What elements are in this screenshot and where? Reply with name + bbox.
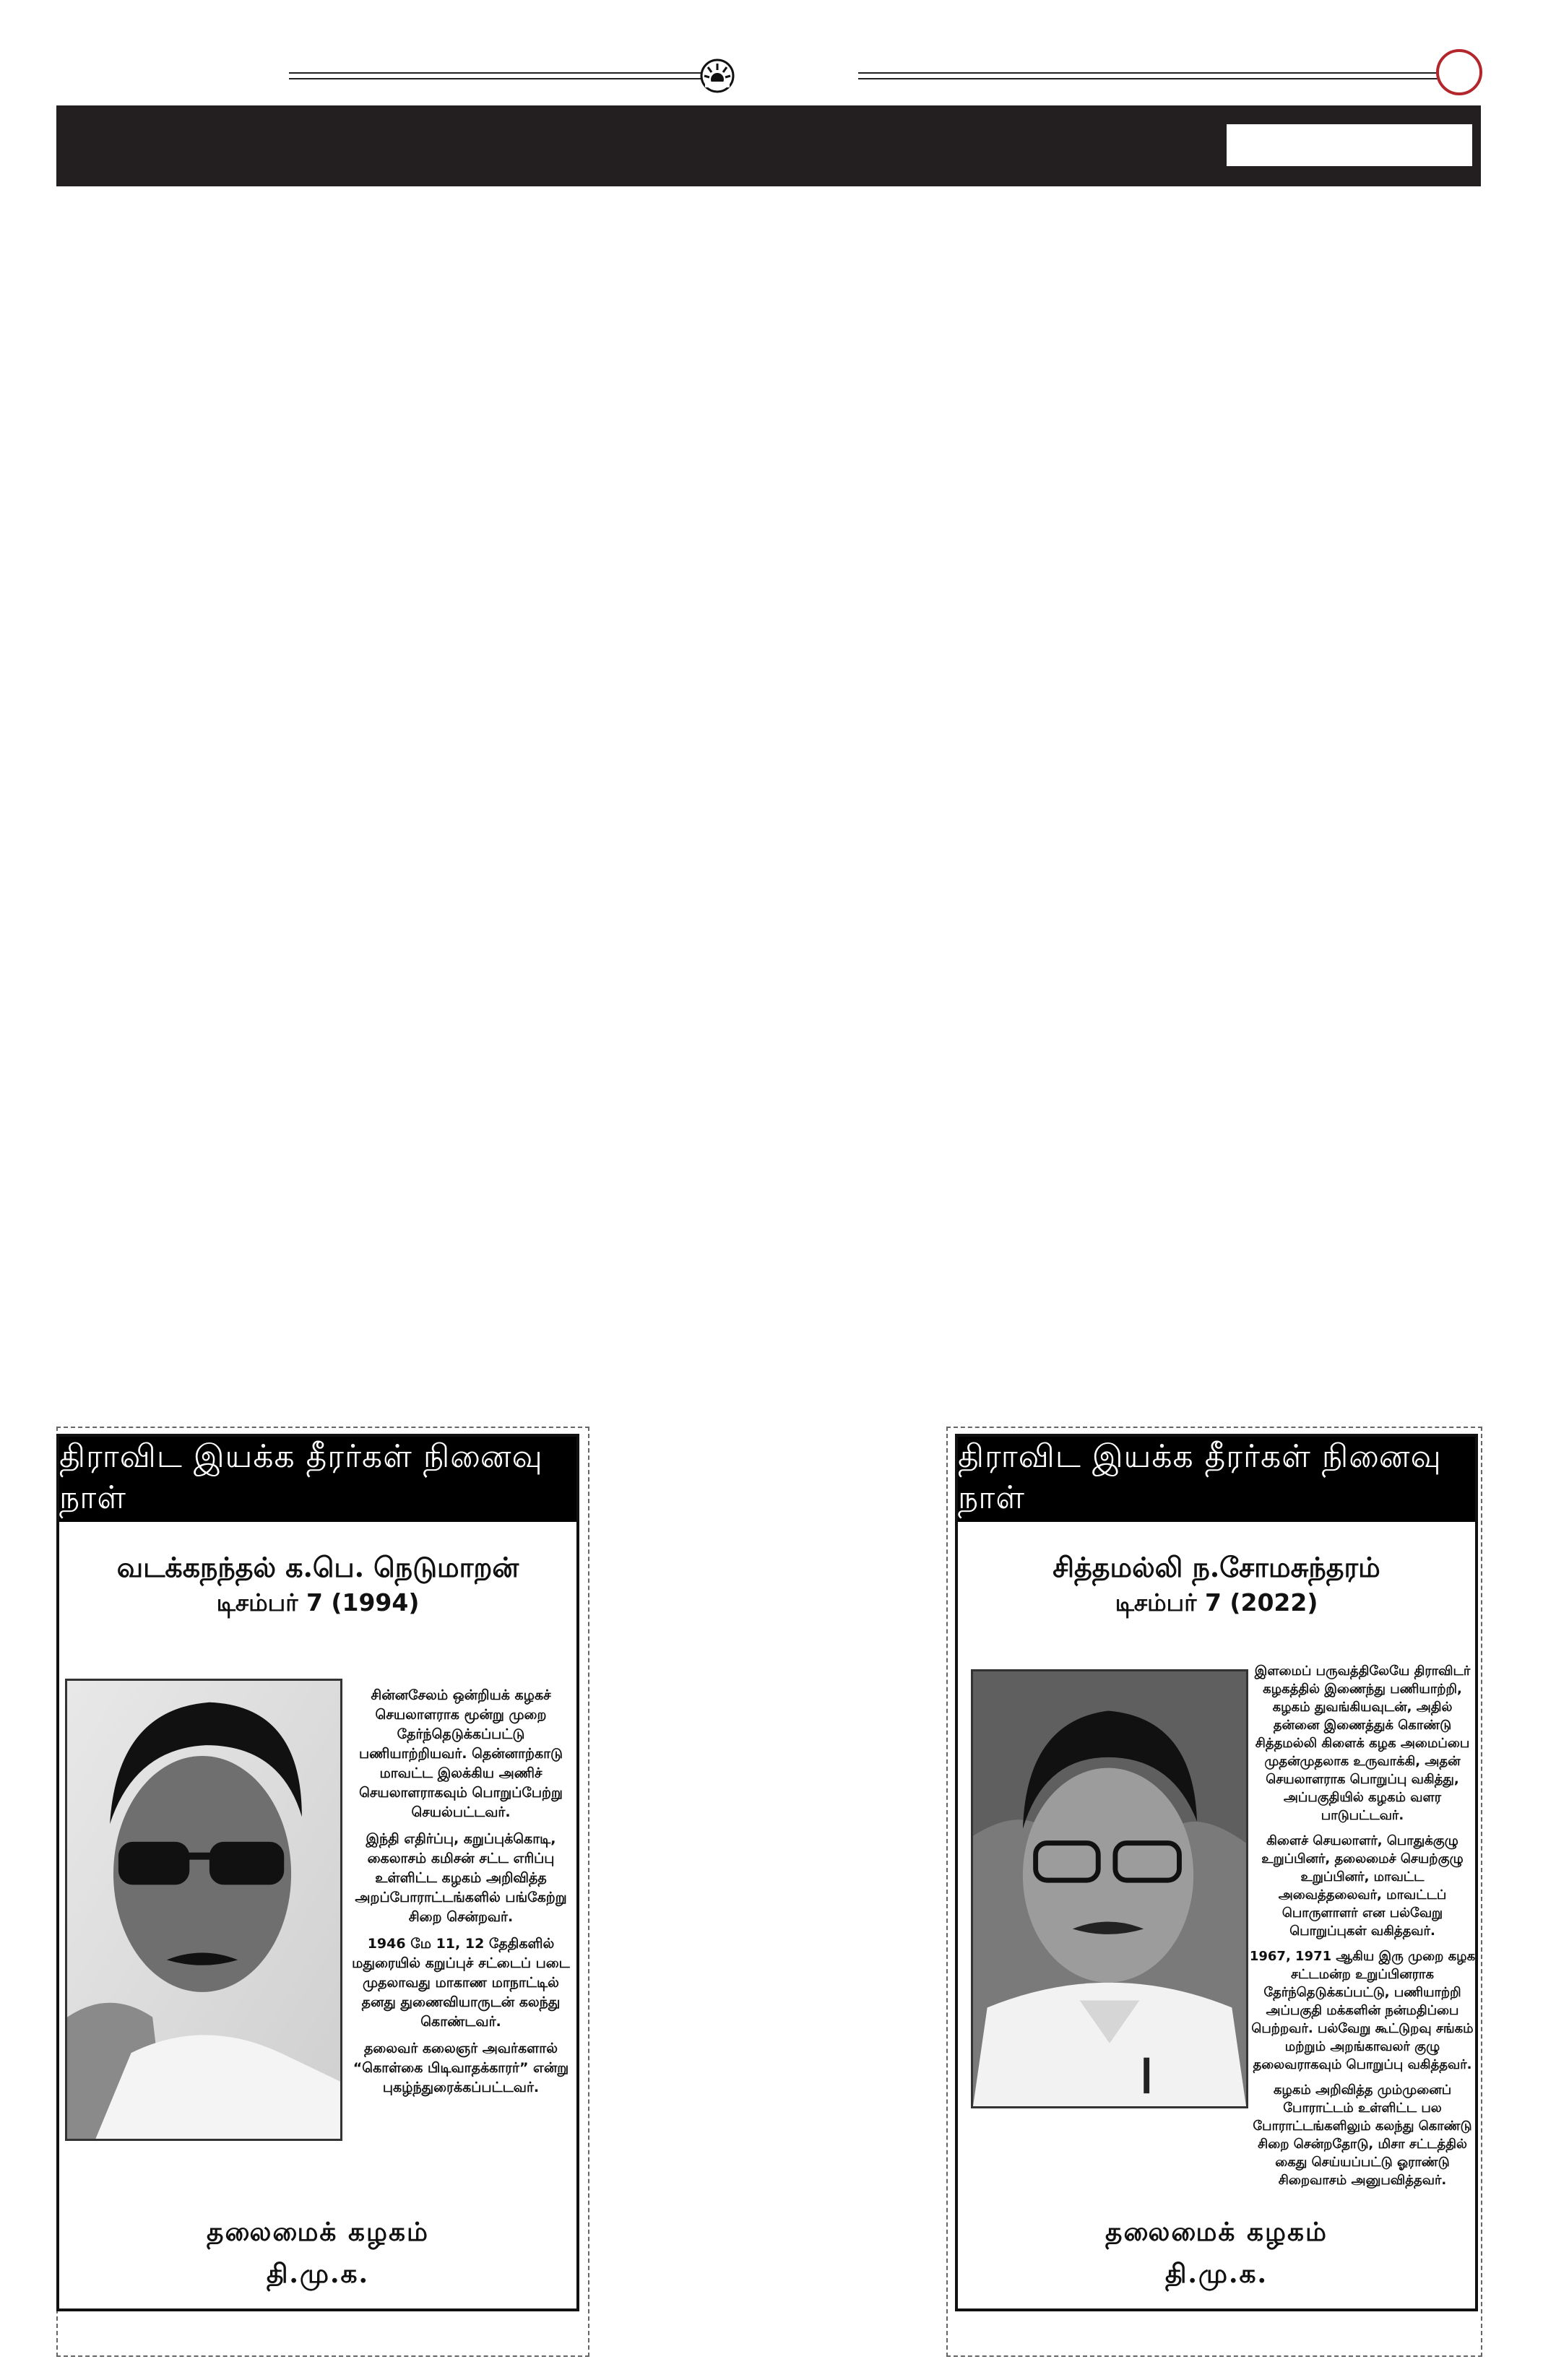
header-label-box: [1227, 124, 1472, 166]
signature-party: தி.மு.க.: [1164, 2259, 1268, 2289]
obituary-date: டிசம்பர் 7 (2022): [1115, 1588, 1318, 1617]
portrait-photo: [65, 1679, 342, 2141]
bio-paragraph: கிளைச் செயலாளர், பொதுக்குழு உறுப்பினர், தலைமைச் செயற்குழு உறுப்பினர், மாவட்ட அவைத்தலைவர், மாவட்டப் பொருளாளர் என பல்வேறு பொறுப்புகள் வகித்தவர்.: [1261, 1833, 1464, 1939]
obituary-date: டிசம்பர் 7 (1994): [216, 1588, 420, 1617]
rising-sun-emblem-icon: [699, 58, 735, 94]
obituary-name: சித்தமல்லி ந.சோமசுந்தரம்: [1053, 1551, 1380, 1583]
bio-paragraph: இந்தி எதிர்ப்பு, கறுப்புக்கொடி, கைலாசம் கமிசன் சட்ட எரிப்பு உள்ளிட்ட கழகம் அறிவித்த அறப்போராட்டங்களில் பங்கேற்று சிறை சென்றவர்.: [355, 1831, 567, 1925]
obituary-bio: [1248, 1662, 1477, 2197]
obituary-name: வடக்கநந்தல் க.பெ. நெடுமாறன்: [116, 1551, 519, 1583]
bio-paragraph: 1946 மே 11, 12 தேதிகளில் மதுரையில் கறுப்புச் சட்டைப் படை முதலாவது மாகாண மாநாட்டில் தனது துணைவியாருடன் கலந்து கொண்டவர்.: [352, 1936, 570, 2030]
obituary-heading: திராவிட இயக்க தீரர்கள் நினைவு நாள்: [958, 1437, 1475, 1522]
obituary-panel-left: [56, 1434, 579, 2311]
page-number-circle: [1436, 49, 1482, 95]
obituary-panel-right: [955, 1434, 1478, 2311]
signature-party: தி.மு.க.: [266, 2259, 370, 2289]
portrait-photo: [971, 1669, 1248, 2108]
bio-paragraph: இளமைப் பருவத்திலேயே திராவிடர் கழகத்தில் இணைந்து பணியாற்றி, கழகம் துவங்கியவுடன், அதில் தன்னை இணைத்துக் கொண்டு சித்தமல்லி கிளைக் கழக அமைப்பை முதன்முதலாக உருவாக்கி, அதன் செயலாளராக பொறுப்பு வகித்து, அப்பகுதியில் கழகம் வளர பாடுபட்டவர்.: [1254, 1663, 1471, 1823]
signature-headquarters: தலைமைக் கழகம்: [1105, 2217, 1328, 2247]
bio-paragraph: 1967, 1971 ஆகிய இரு முறை கழக சட்டமன்ற உறுப்பினராக தேர்ந்தெடுக்கப்பட்டு, பணியாற்றி அப்பகுதி மக்களின் நன்மதிப்பை பெற்றவர். பல்வேறு கூட்டுறவு சங்கம் மற்றும் அறங்காவலர் குழு தலைவராகவும் பொறுப்பு வகித்தவர்.: [1249, 1949, 1476, 2072]
top-rule-right: [858, 72, 1445, 79]
signature-headquarters: தலைமைக் கழகம்: [207, 2217, 429, 2247]
bio-paragraph: தலைவர் கலைஞர் அவர்களால் “கொள்கை பிடிவாதக்காரர்” என்று புகழ்ந்துரைக்கப்பட்டவர்.: [353, 2041, 569, 2095]
bio-paragraph: கழகம் அறிவித்த மும்முனைப் போராட்டம் உள்ளிட்ட பல போராட்டங்களிலும் கலந்து கொண்டு சிறை சென்றதோடு, மிசா சட்டத்தில் கைது செய்யப்பட்டு ஓராண்டு சிறைவாசம் அனுபவித்தவர்.: [1253, 2082, 1472, 2188]
obituary-heading: திராவிட இயக்க தீரர்கள் நினைவு நாள்: [59, 1437, 576, 1522]
bio-paragraph: சின்னசேலம் ஒன்றியக் கழகச் செயலாளராக மூன்று முறை தேர்ந்தெடுக்கப்பட்டு பணியாற்றியவர். தென்னாற்காடு மாவட்ட இலக்கிய அணிச் செயலாளராகவும் பொறுப்பேற்று செயல்பட்டவர்.: [358, 1687, 563, 1820]
top-rule-left: [289, 72, 701, 79]
obituary-bio: [347, 1686, 575, 2105]
